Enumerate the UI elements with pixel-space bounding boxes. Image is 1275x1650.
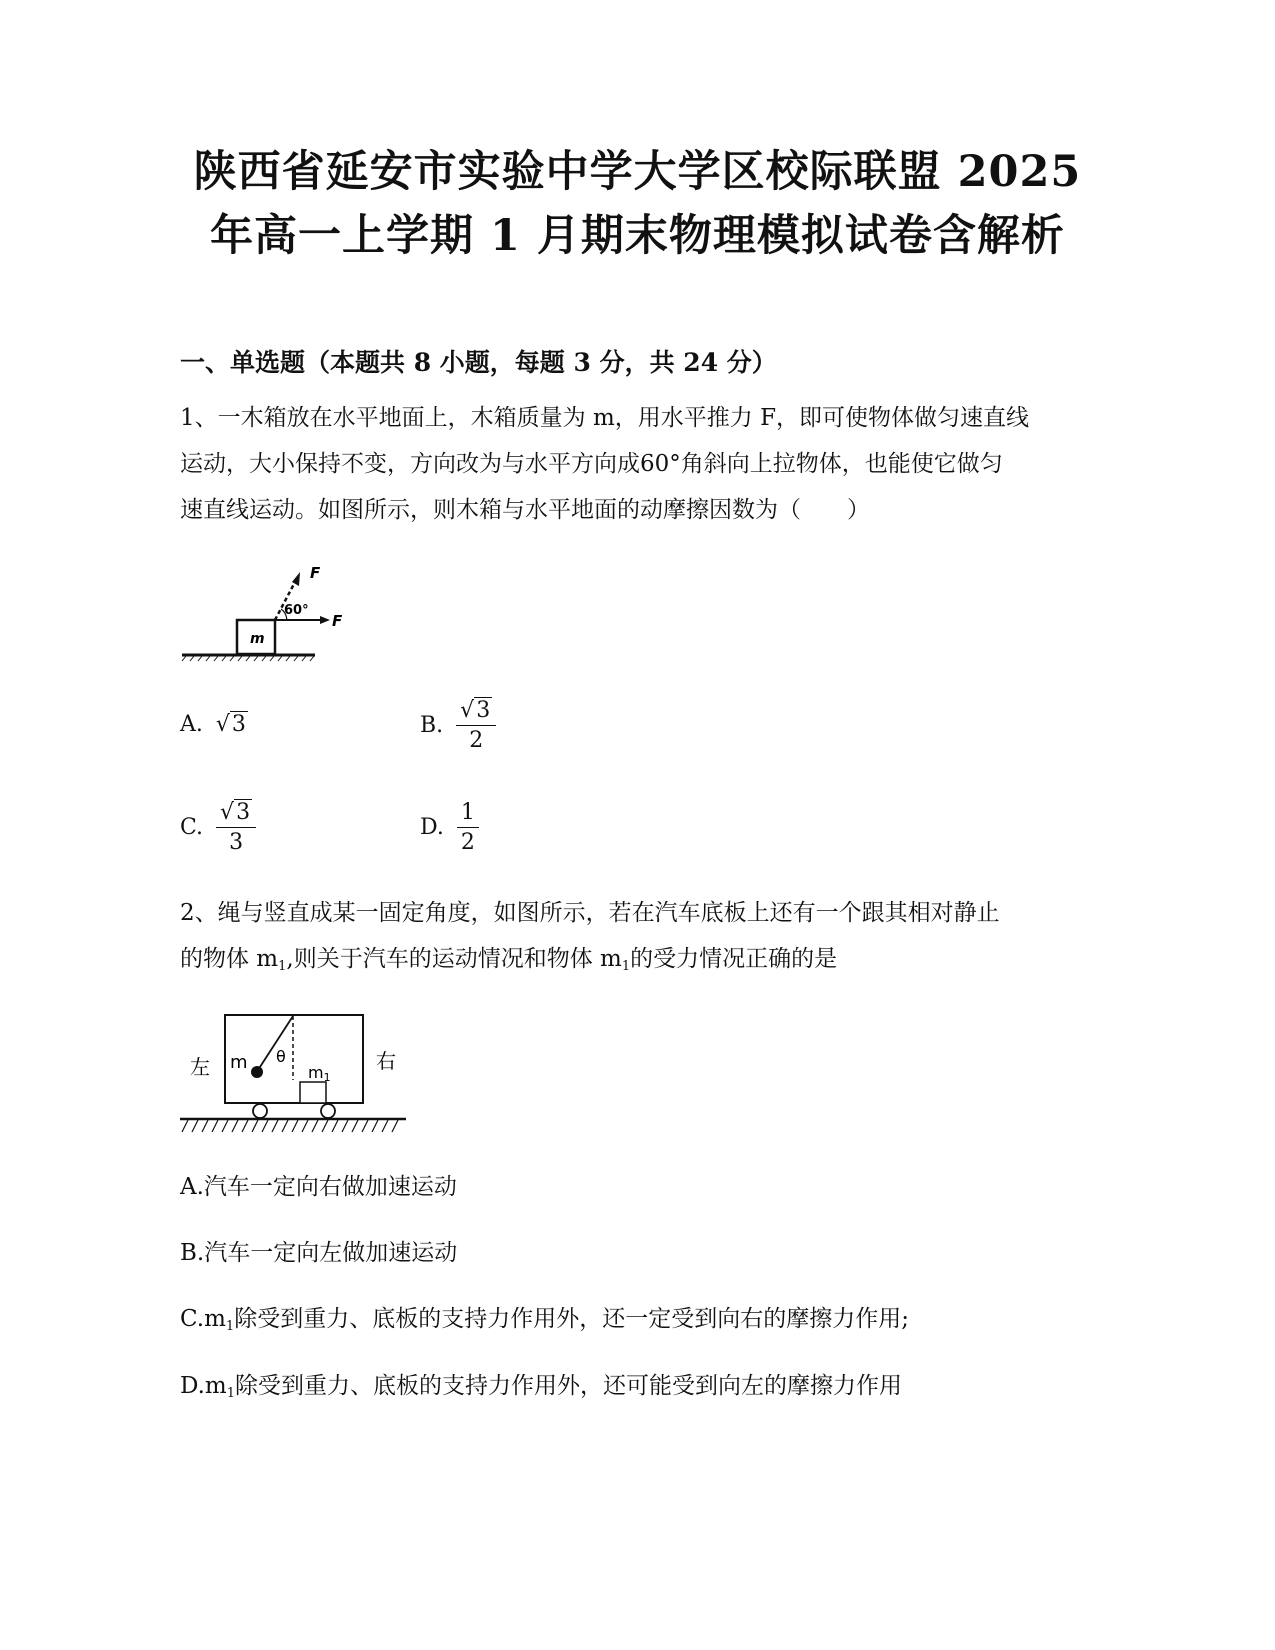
mass-label: m	[250, 631, 265, 647]
option-b	[420, 698, 496, 753]
question-2-text	[180, 890, 1080, 990]
text-segment: ,则关于汽车的运动情况和物体 m	[286, 946, 622, 972]
horizontal-force-arrowhead	[320, 616, 330, 624]
hanging-ball	[251, 1066, 263, 1078]
sqrt-sign: √	[460, 698, 475, 723]
ground-hatching	[182, 656, 314, 661]
option-c	[180, 800, 256, 855]
question-2-line-1: 2、绳与竖直成某一固定角度，如图所示，若在汽车底板上还有一个跟其相对静止	[180, 900, 1000, 926]
wheel-left	[253, 1104, 267, 1118]
option-b-label: B.	[420, 713, 444, 738]
option-d-fraction	[457, 800, 479, 855]
document-title-line2: 年高一上学期 1 月期末物理模拟试卷含解析	[210, 211, 1065, 261]
subscript: 1	[621, 959, 631, 974]
option-prefix: C.m	[180, 1306, 226, 1332]
document-title-line1: 陕西省延安市实验中学大学区校际联盟 2025	[193, 147, 1082, 197]
question-1-line-1: 1、一木箱放在水平地面上，木箱质量为 m，用水平推力 F，即可使物体做匀速直线	[180, 405, 1030, 431]
option-c-fraction	[216, 800, 256, 855]
inclined-force-label: F	[310, 564, 321, 582]
denominator: 2	[469, 728, 484, 753]
option-prefix: D.m	[180, 1373, 227, 1399]
option-a	[180, 712, 248, 737]
option-text: 除受到重力、底板的支持力作用外，还一定受到向右的摩擦力作用;	[234, 1306, 909, 1332]
horizontal-force-label: F	[332, 612, 343, 630]
ball-label: m	[230, 1052, 248, 1073]
question-1-line-3: 速直线运动。如图所示，则木箱与水平地面的动摩擦因数为（ ）	[180, 497, 870, 523]
sqrt-sign: √	[220, 800, 235, 825]
numerator: 1	[457, 800, 479, 828]
radicand: 3	[236, 800, 251, 825]
question-1-text	[180, 395, 1080, 533]
radicand: 3	[476, 698, 491, 723]
angle-label: 60°	[284, 603, 309, 618]
option-a-label: A.	[180, 712, 203, 737]
text-segment: 的受力情况正确的是	[630, 946, 838, 972]
sqrt-sign: √	[215, 712, 230, 737]
q2-option-a: A.汽车一定向右做加速运动	[180, 1174, 457, 1200]
radicand: 3	[231, 712, 246, 737]
option-text: 除受到重力、底板的支持力作用外，还可能受到向左的摩擦力作用	[235, 1373, 903, 1399]
question-2-figure	[180, 1010, 412, 1140]
q2-option-b: B.汽车一定向左做加速运动	[180, 1240, 458, 1266]
option-c-label: C.	[180, 815, 204, 840]
block-label: m1	[308, 1063, 331, 1084]
section-heading: 一、单选题（本题共 8 小题，每题 3 分，共 24 分）	[180, 348, 777, 377]
right-side-label: 右	[376, 1049, 396, 1073]
q2-option-c	[180, 1296, 1080, 1350]
option-d	[420, 800, 479, 855]
question-1-figure	[180, 560, 350, 665]
angle-theta-label: θ	[276, 1047, 286, 1066]
question-2-line-2	[180, 936, 1080, 990]
subscript: 1	[278, 959, 287, 974]
inclined-force-arrowhead	[292, 572, 300, 586]
subscript: 1	[225, 1319, 235, 1334]
denominator: 2	[460, 830, 475, 855]
question-1-line-2: 运动，大小保持不变，方向改为与水平方向成60°角斜向上拉物体，也能使它做匀	[180, 451, 1003, 477]
wheel-right	[321, 1104, 335, 1118]
road-hatching	[182, 1120, 398, 1132]
option-b-fraction	[456, 698, 496, 753]
block-m1	[300, 1082, 326, 1103]
option-d-label: D.	[420, 815, 444, 840]
text-segment: 的物体 m	[180, 946, 279, 972]
q2-option-d	[180, 1363, 1080, 1417]
left-side-label: 左	[190, 1055, 210, 1079]
option-a-radical	[216, 712, 248, 737]
denominator: 3	[229, 830, 244, 855]
subscript: 1	[226, 1386, 236, 1401]
